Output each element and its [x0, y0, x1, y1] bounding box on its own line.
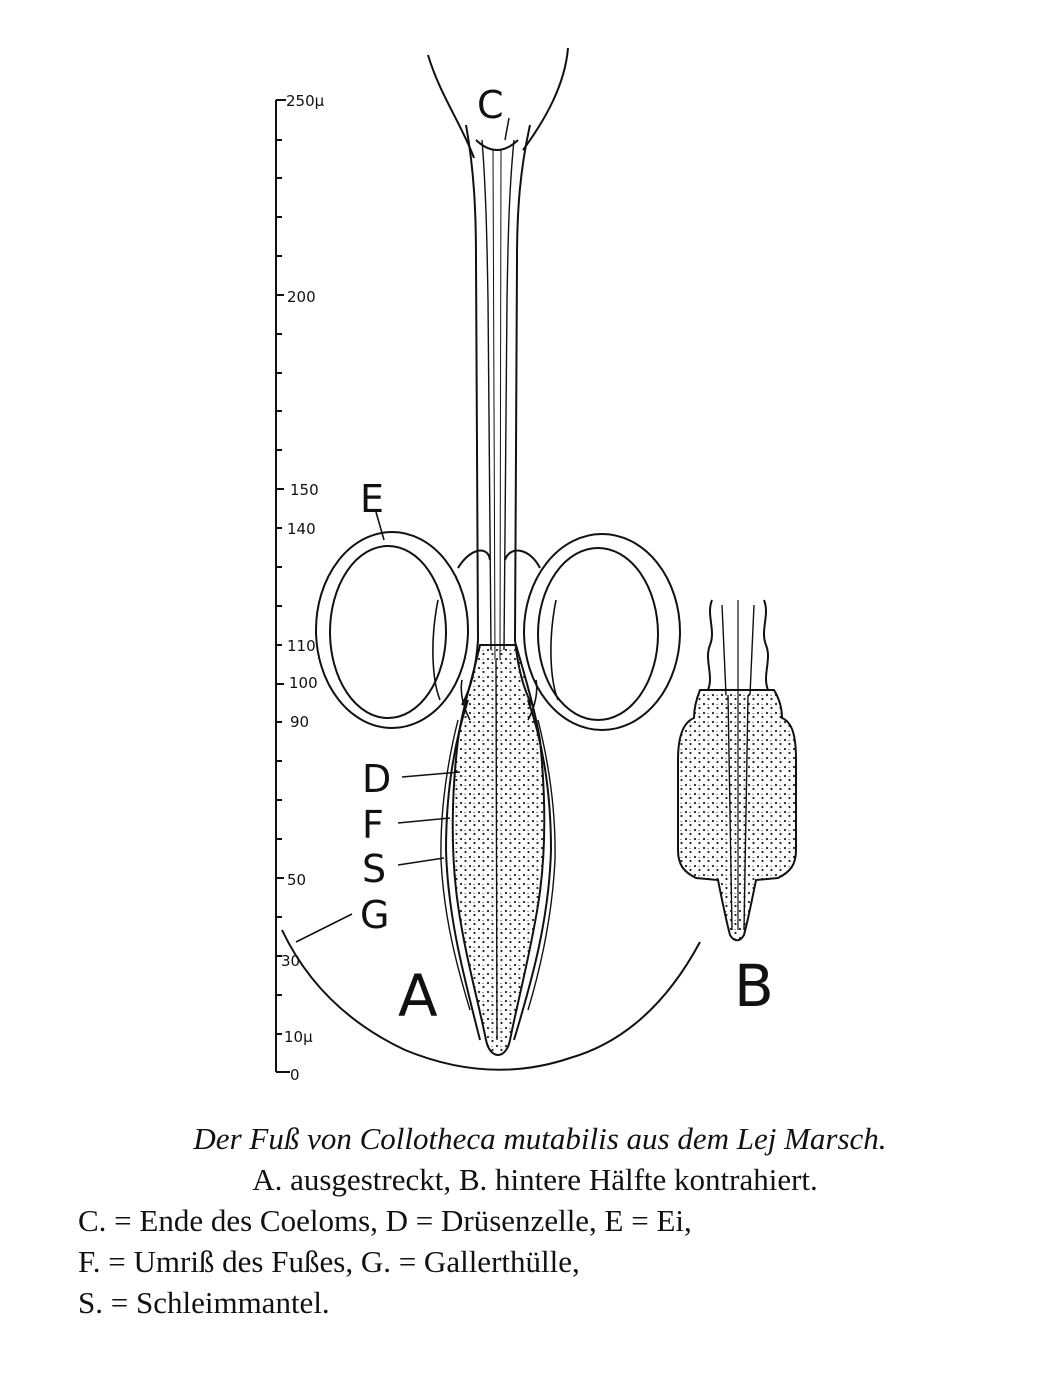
scale-labels — [281, 92, 325, 1084]
scale-label-30: 30 — [281, 952, 301, 970]
scale-label-100: 100 — [289, 674, 318, 692]
label-e: E — [360, 477, 385, 521]
label-f: F — [362, 803, 384, 847]
scale-bar — [276, 100, 290, 1072]
scale-label-110: 110 — [287, 637, 316, 655]
scale-label-50: 50 — [287, 871, 307, 889]
scale-label-140: 140 — [287, 520, 316, 538]
scale-label-10: 10μ — [284, 1028, 313, 1046]
label-g: G — [360, 893, 390, 937]
figure-a-foot — [428, 48, 568, 1055]
caption-line-1: A. ausgestreckt, B. hintere Hälfte kontrahiert. — [252, 1162, 818, 1197]
label-c: C — [477, 83, 504, 127]
scale-label-250: 250μ — [286, 92, 325, 110]
scale-label-200: 200 — [287, 288, 316, 306]
label-s: S — [362, 847, 387, 891]
egg-left — [316, 532, 468, 728]
scale-label-0: 0 — [290, 1066, 300, 1084]
scale-label-150: 150 — [290, 481, 319, 499]
figure-b-foot — [678, 600, 796, 940]
egg-middle-outline — [458, 551, 540, 568]
figure-caption — [0, 1118, 1050, 1368]
caption-line-4: S. = Schleimmantel. — [78, 1285, 330, 1320]
label-b: B — [734, 952, 774, 1020]
scale-label-90: 90 — [290, 713, 310, 731]
label-d: D — [362, 757, 392, 801]
label-a: A — [398, 962, 438, 1030]
egg-right — [524, 534, 680, 730]
caption-line-3: F. = Umriß des Fußes, G. = Gallerthülle, — [78, 1244, 580, 1279]
caption-line-2: C. = Ende des Coeloms, D = Drüsenzelle, E = Ei, — [78, 1203, 692, 1238]
caption-title: Der Fuß von Collotheca mutabilis aus dem Lej Marsch. — [193, 1121, 887, 1156]
